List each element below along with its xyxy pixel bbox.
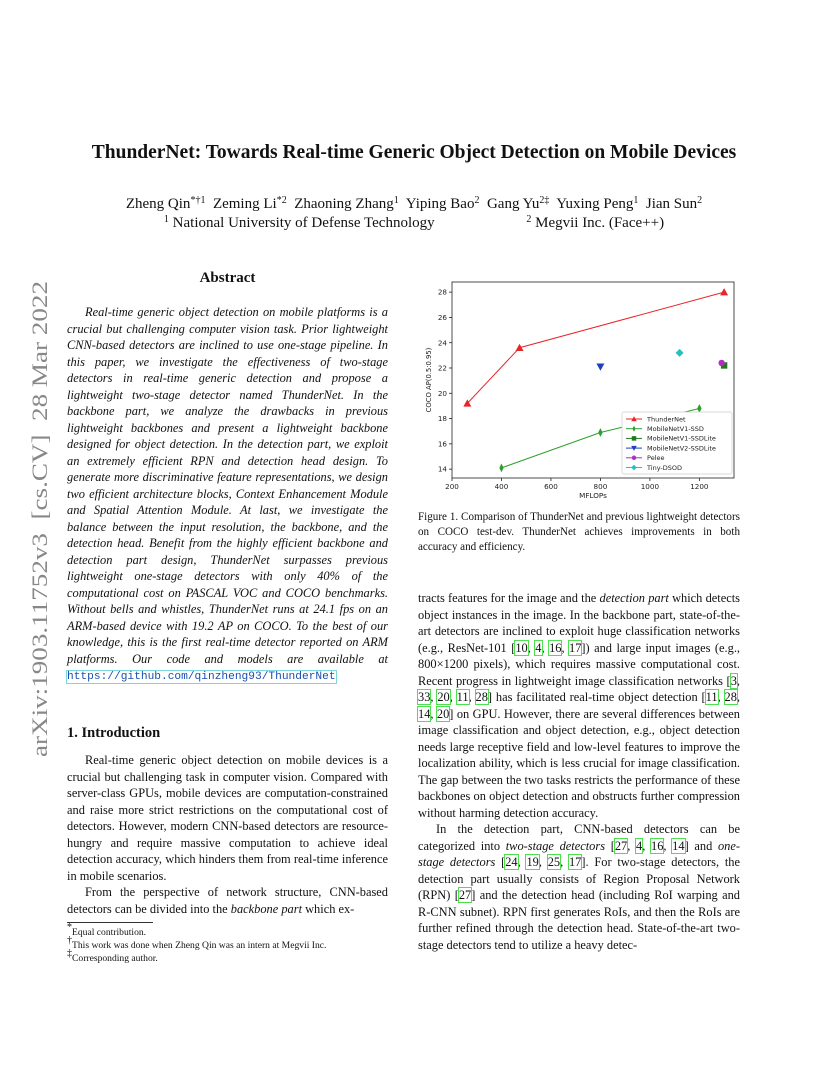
data-point [720,288,728,295]
data-point [499,463,503,472]
affiliation-list [40,213,788,233]
author-list [40,194,788,214]
legend-marker [632,436,636,440]
author: Yuxing Peng$^1$ [556,195,639,212]
citation-link[interactable]: 25 [547,855,561,869]
arxiv-identifier [20,281,56,757]
x-tick-label: 1000 [640,482,660,491]
paragraph: Real-time generic object detection on mobile devices is a crucial but challenging task in computer vision. Compared with server-class GPUs, mobile devices are computation-constrained and raise more strict restrictions on the computational cost of detectors. However, modern CNN-based detectors are resource-hungry and require massive computation to achieve ideal detection accuracy, which hinders them from real-time inference in mobile scenarios. [67,753,388,883]
citation-link[interactable]: 27 [614,838,628,853]
citation-link[interactable]: 20 [437,690,450,704]
citation-link[interactable]: 24 [505,855,518,869]
x-tick-label: 800 [593,482,608,491]
citation-link[interactable]: 16 [549,640,562,655]
abstract-text: Real-time generic object detection on mobile platforms is a crucial but challenging computer vision task. Prior lightweight CNN-based detectors are inclined to use one-stage pipeline. In this paper, we investigate the effectiveness of two-stage detectors in real-time generic detection and propose a lightweight two-stage detector named ThunderNet. In the backbone part, we analyze the drawbacks in previous lightweight backbones and present a lightweight backbone designed for object detection. In the detection part, we exploit an extremely efficient RPN and detection head design. To generate more discriminative feature representations, we design two efficient architecture blocks, Context Enhancement Module and Spatial Attention Module. At last, we investigate the balance between the input resolution, the backbone, and the detection head. Benefit from the highly efficient backbone and detection part design, ThunderNet surpasses previous lightweight one-stage detectors with only 40% of the computational cost on PASCAL VOC and COCO benchmarks. Without bells and whistles, ThunderNet runs at 24.1 fps on an ARM-based device with 19.2 AP on COCO. To the best of our knowledge, this is the first real-time detector reported on ARM platforms. Our code and models are available at [67,305,388,666]
data-point [676,349,684,357]
author: Zheng Qin$^{*\dagger 1}$ [125,195,206,212]
footnote-divider [67,922,153,923]
author: Zeming Li$^{*2}$ [212,195,287,212]
abstract-heading: Abstract [199,270,256,286]
y-tick-label: 16 [437,439,447,449]
y-tick-label: 26 [437,313,447,323]
citation-link[interactable]: 17 [568,855,582,869]
paragraph: In the detection part, CNN-based detectors can be categorized into two-stage detectors [27, 4, 16, 14] and one-stage detectors [24, 19, 25, 17]. For two-stage detectors, the detection part usually consists of Region Proposal Network (RPN) [27] and the detection head (including RoI warping and R-CNN subnet). RPN first generates RoIs, and then the RoIs are further refined through the detection head. State-of-the-art two-stage detectors tend to utilize a heavy detec- [418,822,740,952]
arxiv-identifier-text: arXiv:1903.11752v3 [cs.CV] 28 Mar 2022 [27,361,52,757]
y-tick-label: 20 [437,388,447,398]
data-point [596,364,604,371]
citation-link[interactable]: 19 [526,855,539,869]
author: Yiping Bao$^2$ [405,195,480,212]
x-tick-label: 600 [544,482,558,491]
citation-link[interactable]: 17 [569,640,582,655]
legend-label: ThunderNet [647,415,686,424]
y-axis-label: COCO AP(0.5:0.95) [425,347,433,413]
figure-1-chart [418,278,740,500]
citation-link[interactable]: 33 [418,690,431,704]
author: Jian Sun$^2$ [645,195,703,212]
citation-link[interactable]: 14 [418,706,431,721]
legend-label: MobileNetV2-SSDLite [647,444,716,453]
author: Gang $Yu^{2\ddagger}$ [486,195,550,212]
footnote: †This work was done when Zheng Qin was an intern at Megvii Inc. [67,935,327,951]
data-point [697,404,701,413]
introduction-body [67,752,388,917]
affiliation: $^2$ Megvii Inc. (Face++) [526,214,665,231]
citation-link[interactable]: 20 [436,706,450,721]
section-heading-introduction: 1. Introduction [67,725,161,741]
x-tick-label: 1200 [690,482,709,491]
citation-link[interactable]: 11 [705,690,718,704]
y-tick-label: 22 [437,363,447,373]
y-tick-label: 24 [437,338,447,348]
citation-link[interactable]: 4 [636,838,643,853]
legend-label: MobileNetV1-SSDLite [647,434,716,443]
legend-label: Pelee [647,454,665,463]
citation-link[interactable]: 14 [672,838,685,853]
legend-label: MobileNetV1-SSD [647,425,704,433]
citation-link[interactable]: 4 [535,640,542,655]
data-point [718,360,724,366]
legend-label: Tiny-DSOD [647,463,683,472]
citation-link[interactable]: 10 [515,640,528,655]
footnotes [67,922,388,965]
code-url-link[interactable]: https://github.com/qinzheng93/ThunderNet [67,671,336,683]
citation-link[interactable]: 28 [724,690,737,704]
affiliation: $^1$ National University of Defense Technology [163,214,435,231]
y-tick-label: 14 [437,464,447,474]
paragraph: tracts features for the image and the detection part which detects object instances in the image. In the backbone part, state-of-the-art detectors are inclined to exploit huge classification networks (e.g., ResNet-101 [10, 4, 16, 17]) and large input images (e.g., 800×1200 pixels), which requires massive computational cost. Recent progress in lightweight image classification networks [3, 33, 20, 11, 28] has facilitated real-time object detection [11, 28, 14, 20] on GPU. However, there are several differences between image classification and object detection, e.g., object detection needs large receptive field and low-level features to improve the localization ability, which is less crucial for image classification. The gap between the two tasks restricts the performance of these backbones on object detection and obstructs further compression without harming detection accuracy. [418,591,741,820]
citation-link[interactable]: 28 [475,690,488,704]
footnote: *Equal contribution. [67,922,147,938]
citation-link[interactable]: 3 [730,673,737,688]
y-tick-label: 18 [437,414,447,424]
figure-caption: Figure 1. Comparison of ThunderNet and previous lightweight detectors on COCO test-dev. ThunderNet achieves improvements in both accuracy and efficiency. [418,511,740,553]
paper-title: ThunderNet: Towards Real-time Generic Object Detection on Mobile Devices [91,142,737,163]
citation-link[interactable]: 16 [651,838,664,853]
x-tick-label: 200 [445,482,459,491]
y-tick-label: 28 [437,287,447,297]
x-tick-label: 400 [494,482,509,491]
author: Zhaoning Zhang$^1$ [294,195,399,212]
series-line [467,292,724,403]
legend-marker [632,456,636,460]
citation-link[interactable]: 27 [458,888,472,902]
footnote: ‡Corresponding author. [67,948,158,964]
paragraph: From the perspective of network structure, CNN-based detectors can be divided into the backbone part which ex- [67,885,388,916]
citation-link[interactable]: 11 [456,690,469,704]
data-point [598,428,602,437]
right-column-body [418,590,740,953]
x-axis-label: MFLOPs [579,491,607,500]
abstract-body [67,304,388,686]
